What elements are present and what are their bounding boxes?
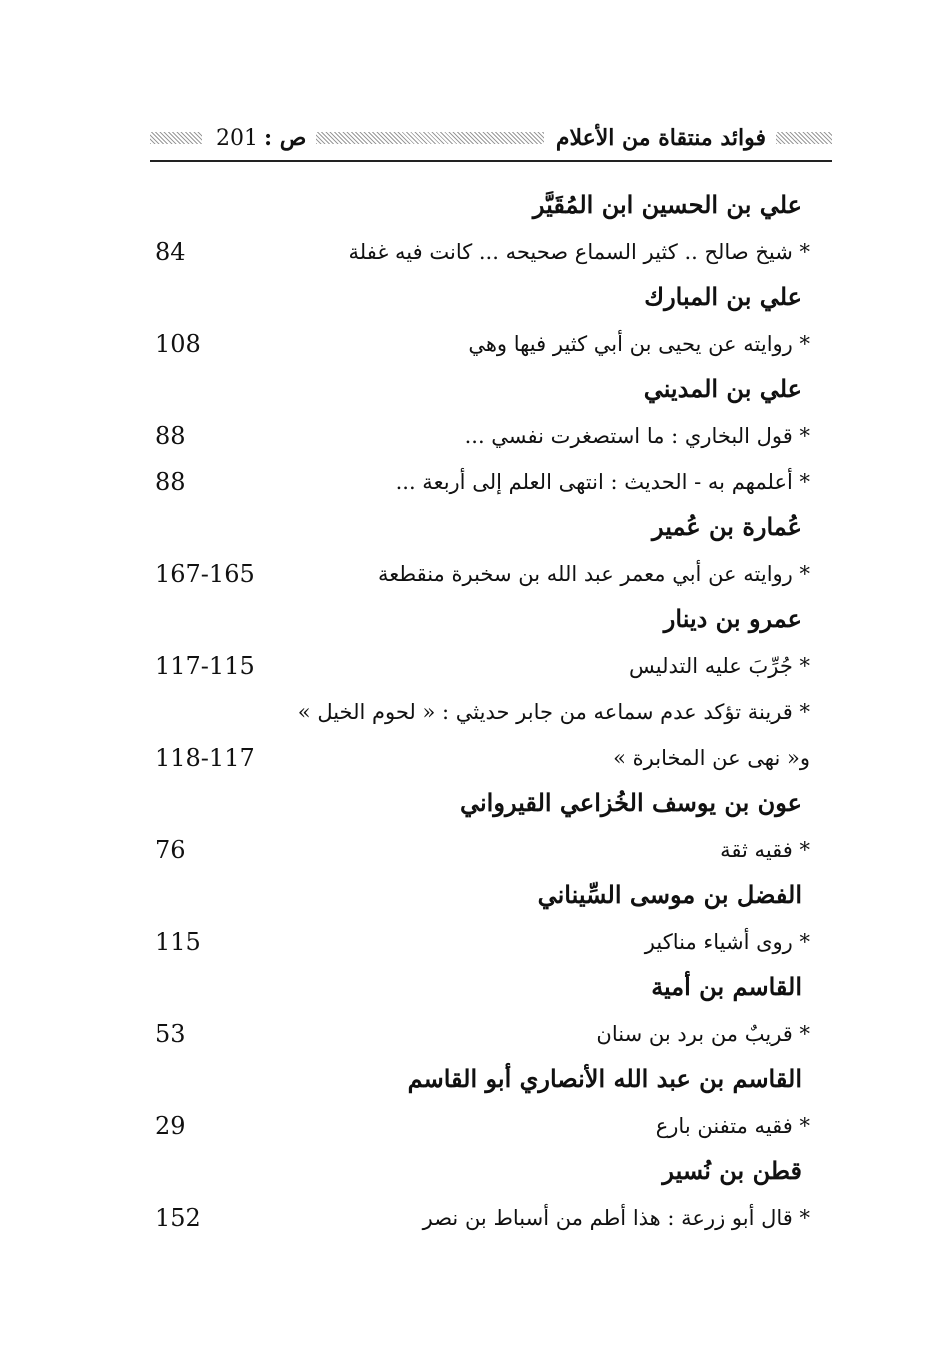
person-name: القاسم بن عبد الله الأنصاري أبو القاسم <box>407 1064 802 1093</box>
page-reference: 76 <box>155 836 186 864</box>
item-text: * فقيه متفنن بارع <box>655 1114 810 1138</box>
index-item <box>150 650 810 694</box>
item-text: * فقيه ثقة <box>720 838 810 862</box>
index-item <box>150 420 810 464</box>
person-entry <box>150 604 810 648</box>
page-reference: 108 <box>155 330 201 358</box>
person-name: عون بن يوسف الخُزاعي القيرواني <box>460 788 802 817</box>
person-name: القاسم بن أمية <box>651 972 802 1001</box>
person-entry <box>150 1156 810 1200</box>
running-header <box>150 118 832 158</box>
page-reference: 88 <box>155 422 186 450</box>
page-reference: 152 <box>155 1204 201 1232</box>
header-ornament <box>316 132 544 144</box>
item-text-continuation: و« نهى عن المخابرة » <box>613 746 810 770</box>
person-name: علي بن المديني <box>643 374 802 403</box>
item-text: * جُرِّبَ عليه التدليس <box>628 654 810 678</box>
page-reference: 167-165 <box>155 560 255 588</box>
item-text: * قول البخاري : ما استصغرت نفسي ... <box>464 424 810 448</box>
index-item <box>150 558 810 602</box>
person-name: عمرو بن دينار <box>663 604 802 633</box>
header-rule <box>150 160 832 162</box>
header-ornament <box>776 132 832 144</box>
person-name: عُمارة بن عُمير <box>651 512 802 541</box>
page-reference: 29 <box>155 1112 186 1140</box>
person-entry <box>150 972 810 1016</box>
header-page-label: ص : <box>264 125 307 151</box>
item-text: * قال أبو زرعة : هذا أطم من أسباط بن نصر <box>422 1206 810 1230</box>
person-entry <box>150 190 810 234</box>
person-entry <box>150 1064 810 1108</box>
person-entry <box>150 788 810 832</box>
header-page <box>202 125 306 151</box>
person-name: علي بن الحسين ابن المُقَيَّر <box>532 190 802 219</box>
page-reference: 118-117 <box>155 744 255 772</box>
index-item <box>150 834 810 878</box>
index-item <box>150 696 810 740</box>
person-name: قطن بن نُسير <box>662 1156 802 1185</box>
person-name: الفضل بن موسى السِّيناني <box>537 880 802 909</box>
page-reference: 53 <box>155 1020 186 1048</box>
person-entry <box>150 282 810 326</box>
person-entry <box>150 880 810 924</box>
person-entry <box>150 512 810 556</box>
header-page-number: 201 <box>216 126 258 151</box>
person-name: علي بن المبارك <box>644 282 802 311</box>
item-text: * شيخ صالح .. كثير السماع صحيحه ... كانت فيه غفلة <box>348 240 810 264</box>
index-item <box>150 328 810 372</box>
index-item <box>150 1018 810 1062</box>
header-title: فوائد منتقاة من الأعلام <box>555 125 766 151</box>
index-item <box>150 236 810 280</box>
page-reference: 117-115 <box>155 652 255 680</box>
item-text: * أعلمهم به - الحديث : انتهى العلم إلى أربعة ... <box>395 470 810 494</box>
page-reference: 115 <box>155 928 201 956</box>
page-reference: 88 <box>155 468 186 496</box>
item-text: * روايته عن أبي معمر عبد الله بن سخبرة منقطعة <box>377 562 810 586</box>
index-item-continuation <box>150 742 810 786</box>
index-item <box>150 926 810 970</box>
person-entry <box>150 374 810 418</box>
item-text: * قرينة تؤكد عدم سماعه من جابر حديثي : « لحوم الخيل » <box>297 700 810 724</box>
index-item <box>150 466 810 510</box>
item-text: * روى أشياء مناكير <box>644 930 810 954</box>
item-text: * قريبٌ من برد بن سنان <box>596 1022 810 1046</box>
item-text: * روايته عن يحيى بن أبي كثير فيها وهي <box>468 332 810 356</box>
index-item <box>150 1202 810 1246</box>
header-ornament <box>150 132 202 144</box>
index-item <box>150 1110 810 1154</box>
page-reference: 84 <box>155 238 186 266</box>
